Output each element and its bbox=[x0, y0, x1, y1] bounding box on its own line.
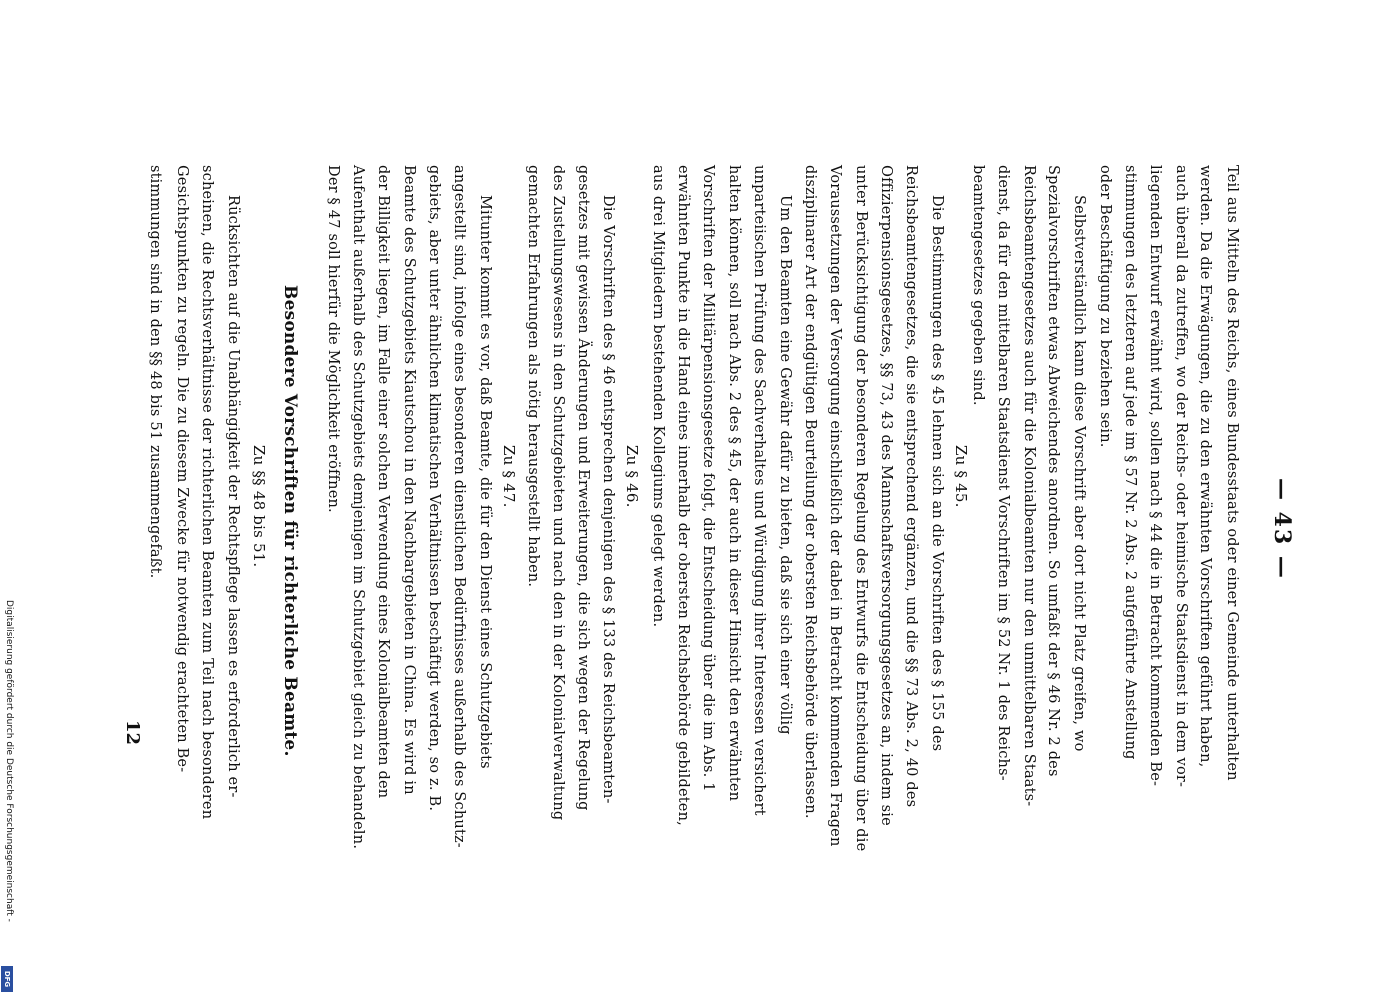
text-line: unparteiischen Prüfung des Sachverhaltes und Würdigung ihrer Interessen versichert bbox=[751, 165, 767, 816]
dfg-logo bbox=[1, 966, 13, 992]
section-subheading: Zu § 47. bbox=[500, 445, 518, 508]
text-line: liegenden Entwurf erwähnt wird, sollen nach § 44 die in Betracht kommenden Be- bbox=[1147, 165, 1163, 787]
text-line: gebiets, aber unter ähnlichen klimatischen Verhältnissen beschäftigt werden, so z. B. bbox=[426, 165, 442, 812]
text-line: Der § 47 soll hierfür die Möglichkeit eröffnen. bbox=[325, 165, 341, 513]
section-subheading: Zu §§ 48 bis 51. bbox=[250, 445, 268, 568]
footer-text: Digitalisierung gefördert durch die Deutsche Forschungsgemeinschaft - bbox=[4, 600, 14, 922]
text-line: disziplinarer Art der endgültigen Beurteilung der obersten Reichsbehörde überlassen. bbox=[802, 165, 818, 819]
text-line: unter Berücksichtigung der besonderen Regelung des Entwurfs die Entscheidung über die bbox=[853, 165, 869, 852]
text-line: Spezialvorschriften etwas Abweichendes anordnen. So umfaßt der § 46 Nr. 2 des bbox=[1045, 165, 1061, 777]
text-line: Aufenthalt außerhalb des Schutzgebiets demjenigen im Schutzgebiet gleich zu behandeln. bbox=[350, 165, 366, 850]
text-line: Vorschriften der Militärpensionsgesetze folgt, die Entscheidung über die im Abs. 1 bbox=[700, 165, 716, 792]
text-line: Offizierpensionsgesetzes, §§ 73, 43 des Mannschaftsversorgungsgesetzes an, indem sie bbox=[878, 165, 894, 826]
text-line: Rücksichten auf die Unabhängigkeit der Rechtspflege lassen es erforderlich er- bbox=[225, 195, 241, 798]
text-line: beamtengesetzes gegeben sind. bbox=[970, 165, 986, 406]
text-line: auch überall da zutreffen, wo der Reichs- oder heimische Staatsdienst in dem vor- bbox=[1173, 165, 1189, 788]
text-line: Reichsbeamtengesetzes auch für die Kolonialbeamten nur den unmittelbaren Staats- bbox=[1021, 165, 1037, 807]
text-line: Reichsbeamtengesetzes, die sie entsprechend ergänzen, und die §§ 73 Abs. 2, 40 des bbox=[903, 165, 919, 808]
text-line: Um den Beamten eine Gewähr dafür zu bieten, daß sie sich einer völlig bbox=[777, 195, 793, 735]
page-number: — 43 — bbox=[1269, 478, 1295, 580]
text-line: werden. Da die Erwägungen, die zu den erwähnten Vorschriften geführt haben, bbox=[1197, 165, 1213, 768]
dfg-logo-text: DFG bbox=[3, 970, 11, 988]
text-line: Die Bestimmungen des § 45 lehnen sich an die Vorschriften des § 155 des bbox=[929, 195, 945, 752]
text-line: gesetzes mit gewissen Änderungen und Erweiterungen, die sich wegen der Regelung bbox=[575, 165, 591, 811]
section-subheading: Zu § 45. bbox=[952, 445, 970, 508]
signature-mark: 12 bbox=[122, 720, 143, 746]
text-line: Mitunter kommt es vor, daß Beamte, die für den Dienst eines Schutzgebiets bbox=[477, 195, 493, 769]
text-line: Teil aus Mitteln des Reichs, eines Bundesstaats oder einer Gemeinde unterhalten bbox=[1224, 165, 1240, 781]
text-line: stimmungen des letzteren auf jede im § 57 Nr. 2 Abs. 2 aufgeführte Anstellung bbox=[1122, 165, 1138, 760]
section-subheading: Zu § 46. bbox=[623, 445, 641, 508]
text-line: stimmungen sind in den §§ 48 bis 51 zusammengefaßt. bbox=[147, 165, 163, 579]
text-line: Selbstverständlich kann diese Vorschrift aber dort nicht Platz greifen, wo bbox=[1071, 195, 1087, 752]
text-line: angestellt sind, infolge eines besonderen dienstlichen Bedürfnisses außerhalb des Schutz- bbox=[451, 165, 467, 848]
text-line: Voraussetzungen der Versorgung einschließlich der dabei in Betracht kommenden Fragen bbox=[827, 165, 843, 847]
text-line: Beamte des Schutzgebiets Kiautschou in den Nachbargebieten in China. Es wird in bbox=[401, 165, 417, 795]
text-line: gemachten Erfahrungen als nötig herausgestellt haben. bbox=[525, 165, 541, 588]
footer-strip bbox=[0, 0, 14, 1000]
section-heading: Besondere Vorschriften für richterliche Beamte. bbox=[280, 285, 300, 757]
text-line: der Billigkeit liegen, im Falle einer solchen Verwendung eines Kolonialbeamten den bbox=[375, 165, 391, 799]
text-line: Die Vorschriften des § 46 entsprechen denjenigen des § 133 des Reichsbeamten- bbox=[600, 195, 616, 804]
text-line: scheinen, die Rechtsverhältnisse der richterlichen Beamten zum Teil nach besonderen bbox=[199, 165, 215, 820]
text-line: oder Beschäftigung zu beziehen sein. bbox=[1097, 165, 1113, 448]
text-line: erwähnten Punkte in die Hand eines innerhalb der obersten Reichsbehörde gebildeten, bbox=[675, 165, 691, 826]
text-line: dienst, da für den mittelbaren Staatsdienst Vorschriften im § 52 Nr. 1 des Reichs- bbox=[995, 165, 1011, 781]
text-line: halten können, soll nach Abs. 2 des § 45, der auch in dieser Hinsicht den erwähnten bbox=[726, 165, 742, 802]
text-line: des Zustellungswesens in den Schutzgebieten und nach den in der Kolonialverwaltung bbox=[550, 165, 566, 821]
text-line: aus drei Mitgliedern bestehenden Kollegiums gelegt werden. bbox=[650, 165, 666, 628]
text-line: Gesichtspunkten zu regeln. Die zu diesem Zwecke für notwendig erachteten Be- bbox=[174, 165, 190, 773]
